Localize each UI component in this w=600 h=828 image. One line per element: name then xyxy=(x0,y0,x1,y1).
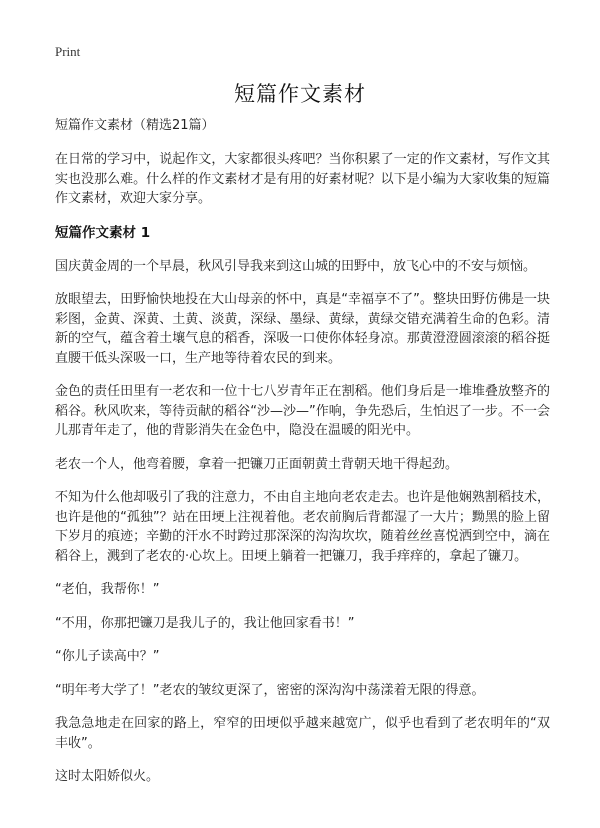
paragraph-6: “老伯，我帮你！” xyxy=(55,582,160,597)
paragraph-5: 不知为什么他却吸引了我的注意力，不由自主地向老农走去。也许是他娴熟割稻技术，也许是他的“孤独”？站在田埂上注视着他。老农前胸后背都湿了一大片；黝黑的脸上留下岁月的痕迹；辛勤的汗水不时跨过那深深的沟沟坎坎，随着丝丝喜悦洒到空中，滴在稻谷上，溅到了老农的·心坎上。田埂上躺着一把镰刀，我手痒痒的，拿起了镰刀。 xyxy=(55,490,550,564)
paragraph-2: 放眼望去，田野愉快地投在大山母亲的怀中，真是“幸福享不了”。整块田野仿佛是一块彩图，金黄、深黄、土黄、淡黄，深绿、墨绿、黄绿，黄绿交错充满着生命的色彩。清新的空气，蕴含着土壤气息的稻香，深吸一口使你体轻身凉。那黄澄澄圆滚滚的稻谷挺直腰干低头深吸一口，生产地等待着农民的到来。 xyxy=(55,292,550,366)
paragraph-10: 我急急地走在回家的路上，窄窄的田埂似乎越来越宽广，似乎也看到了老农明年的“双丰收”。 xyxy=(55,716,550,751)
paragraph-11: 这时太阳娇似火。 xyxy=(55,769,160,784)
paragraph-7: “不用，你那把镰刀是我儿子的，我让他回家看书！” xyxy=(55,615,355,631)
paragraph-4: 老农一个人，他弯着腰，拿着一把镰刀正面朝黄土背朝天地干得起劲。 xyxy=(55,456,459,472)
intro-paragraph: 在日常的学习中，说起作文，大家都很头疼吧？当你积累了一定的作文素材，写作文其实也没那么难。什么样的作文素材才是有用的好素材呢？以下是小编为大家收集的短篇作文素材，欢迎大家分享。 xyxy=(55,152,550,206)
paragraph-3: 金色的责任田里有一老农和一位十七八岁青年正在割稻。他们身后是一堆堆叠放整齐的稻谷。秋风吹来，等待贡献的稻谷“沙—沙—”作响，争先恐后，生怕迟了一步。不一会儿那青年走了，他的背影消失在金色中，隐没在温暖的阳光中。 xyxy=(55,384,550,438)
page-title: 短篇作文素材 xyxy=(234,82,366,106)
paragraph-8: “你儿子读高中？” xyxy=(55,649,160,664)
article-body xyxy=(55,116,550,801)
section-heading: 短篇作文素材 1 xyxy=(55,224,151,241)
paragraph-1: 国庆黄金周的一个早晨，秋风引导我来到这山城的田野中，放飞心中的不安与烦恼。 xyxy=(55,258,537,274)
article-subtitle: 短篇作文素材（精选21篇） xyxy=(55,118,215,133)
paragraph-9: “明年考大学了！”老农的皱纹更深了，密密的深沟沟中荡漾着无限的得意。 xyxy=(55,682,485,698)
print-link[interactable]: Print xyxy=(55,44,81,59)
